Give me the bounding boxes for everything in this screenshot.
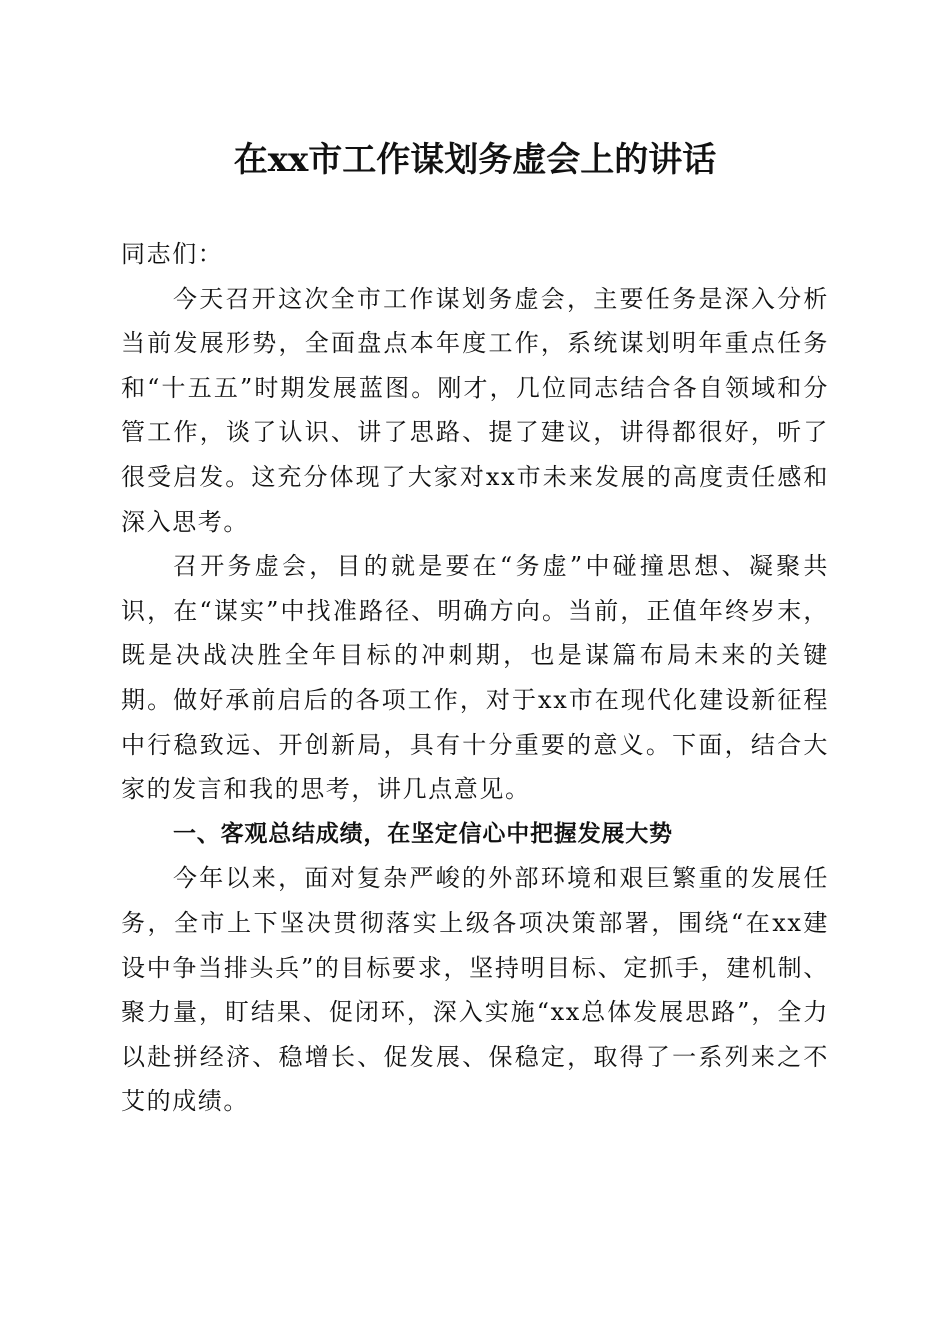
paragraph-purpose: 召开务虚会，目的就是要在“务虚”中碰撞思想、凝聚共识，在“谋实”中找准路径、明确方向。当前，正值年终岁末，既是决战决胜全年目标的冲刺期，也是谋篇布局未来的关键期。做好承前启后的各项工作，对于xx市在现代化建设新征程中行稳致远、开创新局，具有十分重要的意义。下面，结合大家的发言和我的思考，讲几点意见。 xyxy=(121,552,829,804)
section-heading-1: 一、客观总结成绩，在坚定信心中把握发展大势 xyxy=(173,820,673,847)
document-title: 在xx市工作谋划务虚会上的讲话 xyxy=(233,140,717,180)
section-1-paragraph: 今年以来，面对复杂严峻的外部环境和艰巨繁重的发展任务，全市上下坚决贯彻落实上级各项决策部署，围绕“在xx建设中争当排头兵”的目标要求，坚持明目标、定抓手，建机制、聚力量，盯结果、促闭环，深入实施“xx总体发展思路”，全力以赴拼经济、稳增长、促发展、保稳定，取得了一系列来之不艾的成绩。 xyxy=(121,864,829,1116)
salutation: 同志们： xyxy=(121,240,224,268)
document-body xyxy=(121,232,829,1124)
paragraph-opening: 今天召开这次全市工作谋划务虚会，主要任务是深入分析当前发展形势，全面盘点本年度工作，系统谋划明年重点任务和“十五五”时期发展蓝图。刚才，几位同志结合各自领域和分管工作，谈了认识、讲了思路、提了建议，讲得都很好，听了很受启发。这充分体现了大家对xx市未来发展的高度责任感和深入思考。 xyxy=(121,284,829,536)
